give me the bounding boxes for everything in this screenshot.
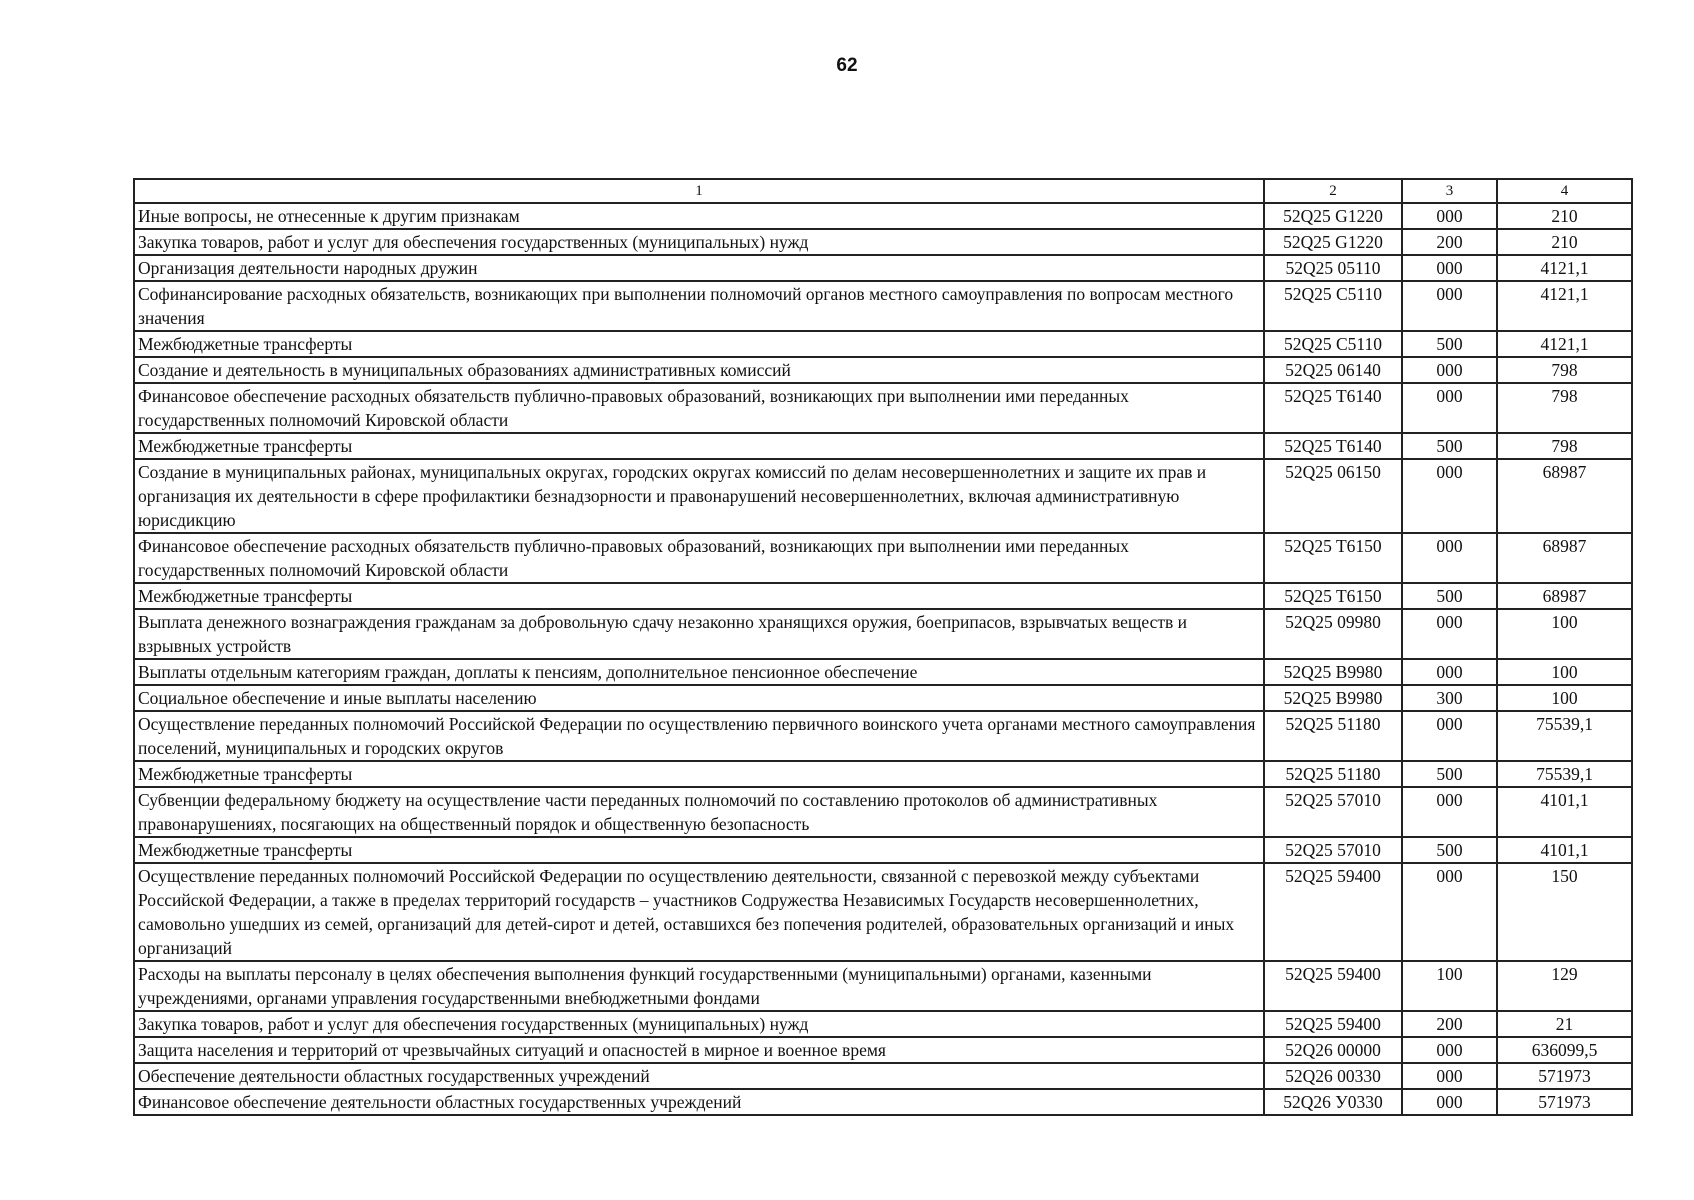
row-name-cell: Иные вопросы, не отнесенные к другим признакам [134, 203, 1264, 229]
row-type-cell: 000 [1402, 357, 1497, 383]
row-amount-cell: 4101,1 [1497, 787, 1632, 837]
row-type-cell: 100 [1402, 961, 1497, 1011]
table-row [134, 281, 1632, 331]
row-name-cell: Финансовое обеспечение расходных обязательств публично-правовых образований, возникающих при выполнении ими переданных государственных полномочий Кировской области [134, 533, 1264, 583]
row-amount-cell: 100 [1497, 685, 1632, 711]
row-type-cell: 000 [1402, 711, 1497, 761]
row-type-cell: 000 [1402, 609, 1497, 659]
row-amount-cell: 150 [1497, 863, 1632, 961]
row-type-cell: 000 [1402, 1037, 1497, 1063]
row-amount-cell: 68987 [1497, 533, 1632, 583]
budget-table [133, 178, 1633, 1116]
row-name-cell: Субвенции федеральному бюджету на осуществление части переданных полномочий по составлению протоколов об административных правонарушениях, посягающих на общественный порядок и общественную безопасность [134, 787, 1264, 837]
row-code-cell: 52Q25 59400 [1264, 863, 1402, 961]
row-type-cell: 500 [1402, 433, 1497, 459]
row-amount-cell: 75539,1 [1497, 711, 1632, 761]
row-code-cell: 52Q25 09980 [1264, 609, 1402, 659]
row-name-cell: Осуществление переданных полномочий Российской Федерации по осуществлению деятельности, связанной с перевозкой между субъектами Российской Федерации, а также в пределах территорий государств – участников Содружества Независимых Государств несовершеннолетних, самовольно ушедших из семей, организаций для детей-сирот и детей, оставшихся без попечения родителей, образовательных организаций и иных организаций [134, 863, 1264, 961]
row-amount-cell: 4121,1 [1497, 255, 1632, 281]
row-name-cell: Закупка товаров, работ и услуг для обеспечения государственных (муниципальных) нужд [134, 229, 1264, 255]
row-amount-cell: 4121,1 [1497, 281, 1632, 331]
row-name-cell: Софинансирование расходных обязательств, возникающих при выполнении полномочий органов местного самоуправления по вопросам местного значения [134, 281, 1264, 331]
row-amount-cell: 21 [1497, 1011, 1632, 1037]
row-amount-cell: 571973 [1497, 1063, 1632, 1089]
row-code-cell: 52Q25 B9980 [1264, 659, 1402, 685]
row-type-cell: 000 [1402, 533, 1497, 583]
row-name-cell: Финансовое обеспечение деятельности областных государственных учреждений [134, 1089, 1264, 1115]
row-code-cell: 52Q26 00330 [1264, 1063, 1402, 1089]
table-row [134, 1063, 1632, 1089]
row-name-cell: Обеспечение деятельности областных государственных учреждений [134, 1063, 1264, 1089]
row-name-cell: Создание и деятельность в муниципальных образованиях административных комиссий [134, 357, 1264, 383]
row-type-cell: 500 [1402, 331, 1497, 357]
row-type-cell: 000 [1402, 459, 1497, 533]
row-amount-cell: 798 [1497, 383, 1632, 433]
table-row [134, 255, 1632, 281]
row-name-cell: Выплата денежного вознаграждения гражданам за добровольную сдачу незаконно хранящихся оружия, боеприпасов, взрывчатых веществ и взрывных устройств [134, 609, 1264, 659]
row-code-cell: 52Q25 57010 [1264, 787, 1402, 837]
row-name-cell: Межбюджетные трансферты [134, 331, 1264, 357]
row-amount-cell: 210 [1497, 229, 1632, 255]
row-amount-cell: 100 [1497, 659, 1632, 685]
row-name-cell: Межбюджетные трансферты [134, 583, 1264, 609]
row-code-cell: 52Q25 06140 [1264, 357, 1402, 383]
row-code-cell: 52Q25 59400 [1264, 1011, 1402, 1037]
table-row [134, 459, 1632, 533]
row-amount-cell: 100 [1497, 609, 1632, 659]
table-row [134, 433, 1632, 459]
row-type-cell: 000 [1402, 383, 1497, 433]
row-amount-cell: 68987 [1497, 459, 1632, 533]
table-row [134, 609, 1632, 659]
row-type-cell: 200 [1402, 229, 1497, 255]
row-code-cell: 52Q25 T6140 [1264, 383, 1402, 433]
row-amount-cell: 129 [1497, 961, 1632, 1011]
row-type-cell: 000 [1402, 1089, 1497, 1115]
row-type-cell: 000 [1402, 787, 1497, 837]
row-name-cell: Финансовое обеспечение расходных обязательств публично-правовых образований, возникающих при выполнении ими переданных государственных полномочий Кировской области [134, 383, 1264, 433]
row-amount-cell: 4121,1 [1497, 331, 1632, 357]
table-row [134, 203, 1632, 229]
header-cell-1: 1 [134, 179, 1264, 203]
row-code-cell: 52Q25 B9980 [1264, 685, 1402, 711]
row-amount-cell: 68987 [1497, 583, 1632, 609]
row-type-cell: 000 [1402, 255, 1497, 281]
table-row [134, 837, 1632, 863]
table-row [134, 357, 1632, 383]
row-name-cell: Межбюджетные трансферты [134, 433, 1264, 459]
table-row [134, 229, 1632, 255]
row-name-cell: Межбюджетные трансферты [134, 761, 1264, 787]
row-amount-cell: 75539,1 [1497, 761, 1632, 787]
header-cell-2: 2 [1264, 179, 1402, 203]
row-code-cell: 52Q25 T6150 [1264, 583, 1402, 609]
row-name-cell: Расходы на выплаты персоналу в целях обеспечения выполнения функций государственными (муниципальными) органами, казенными учреждениями, органами управления государственными внебюджетными фондами [134, 961, 1264, 1011]
row-code-cell: 52Q25 06150 [1264, 459, 1402, 533]
row-type-cell: 000 [1402, 281, 1497, 331]
row-code-cell: 52Q25 G1220 [1264, 229, 1402, 255]
row-name-cell: Осуществление переданных полномочий Российской Федерации по осуществлению первичного воинского учета органами местного самоуправления поселений, муниципальных и городских округов [134, 711, 1264, 761]
table-row [134, 331, 1632, 357]
row-name-cell: Закупка товаров, работ и услуг для обеспечения государственных (муниципальных) нужд [134, 1011, 1264, 1037]
row-amount-cell: 4101,1 [1497, 837, 1632, 863]
table-row [134, 711, 1632, 761]
row-code-cell: 52Q25 G1220 [1264, 203, 1402, 229]
row-amount-cell: 571973 [1497, 1089, 1632, 1115]
row-name-cell: Защита населения и территорий от чрезвычайных ситуаций и опасностей в мирное и военное время [134, 1037, 1264, 1063]
table-row [134, 1037, 1632, 1063]
row-code-cell: 52Q25 C5110 [1264, 331, 1402, 357]
table-row [134, 863, 1632, 961]
table-row [134, 1089, 1632, 1115]
row-type-cell: 500 [1402, 583, 1497, 609]
row-code-cell: 52Q25 51180 [1264, 761, 1402, 787]
header-row [134, 179, 1632, 203]
row-code-cell: 52Q25 59400 [1264, 961, 1402, 1011]
row-type-cell: 200 [1402, 1011, 1497, 1037]
table-row [134, 761, 1632, 787]
table-row [134, 787, 1632, 837]
row-type-cell: 500 [1402, 837, 1497, 863]
row-type-cell: 300 [1402, 685, 1497, 711]
row-name-cell: Создание в муниципальных районах, муниципальных округах, городских округах комиссий по делам несовершеннолетних и защите их прав и организация их деятельности в сфере профилактики безнадзорности и правонарушений несовершеннолетних, включая административную юрисдикцию [134, 459, 1264, 533]
row-amount-cell: 636099,5 [1497, 1037, 1632, 1063]
table-row [134, 1011, 1632, 1037]
header-cell-3: 3 [1402, 179, 1497, 203]
row-amount-cell: 798 [1497, 357, 1632, 383]
row-code-cell: 52Q25 T6140 [1264, 433, 1402, 459]
table-row [134, 383, 1632, 433]
row-type-cell: 500 [1402, 761, 1497, 787]
table-row [134, 583, 1632, 609]
table-row [134, 961, 1632, 1011]
row-amount-cell: 798 [1497, 433, 1632, 459]
header-cell-4: 4 [1497, 179, 1632, 203]
row-name-cell: Социальное обеспечение и иные выплаты населению [134, 685, 1264, 711]
page-number: 62 [836, 55, 858, 76]
table-row [134, 685, 1632, 711]
row-name-cell: Организация деятельности народных дружин [134, 255, 1264, 281]
row-code-cell: 52Q25 T6150 [1264, 533, 1402, 583]
row-code-cell: 52Q25 05110 [1264, 255, 1402, 281]
row-name-cell: Выплаты отдельным категориям граждан, доплаты к пенсиям, дополнительное пенсионное обеспечение [134, 659, 1264, 685]
row-code-cell: 52Q26 У0330 [1264, 1089, 1402, 1115]
table-body [134, 203, 1632, 1115]
row-code-cell: 52Q25 51180 [1264, 711, 1402, 761]
row-type-cell: 000 [1402, 203, 1497, 229]
row-amount-cell: 210 [1497, 203, 1632, 229]
row-type-cell: 000 [1402, 659, 1497, 685]
row-type-cell: 000 [1402, 1063, 1497, 1089]
row-code-cell: 52Q25 C5110 [1264, 281, 1402, 331]
table-row [134, 659, 1632, 685]
row-code-cell: 52Q25 57010 [1264, 837, 1402, 863]
row-name-cell: Межбюджетные трансферты [134, 837, 1264, 863]
row-type-cell: 000 [1402, 863, 1497, 961]
row-code-cell: 52Q26 00000 [1264, 1037, 1402, 1063]
table-row [134, 533, 1632, 583]
